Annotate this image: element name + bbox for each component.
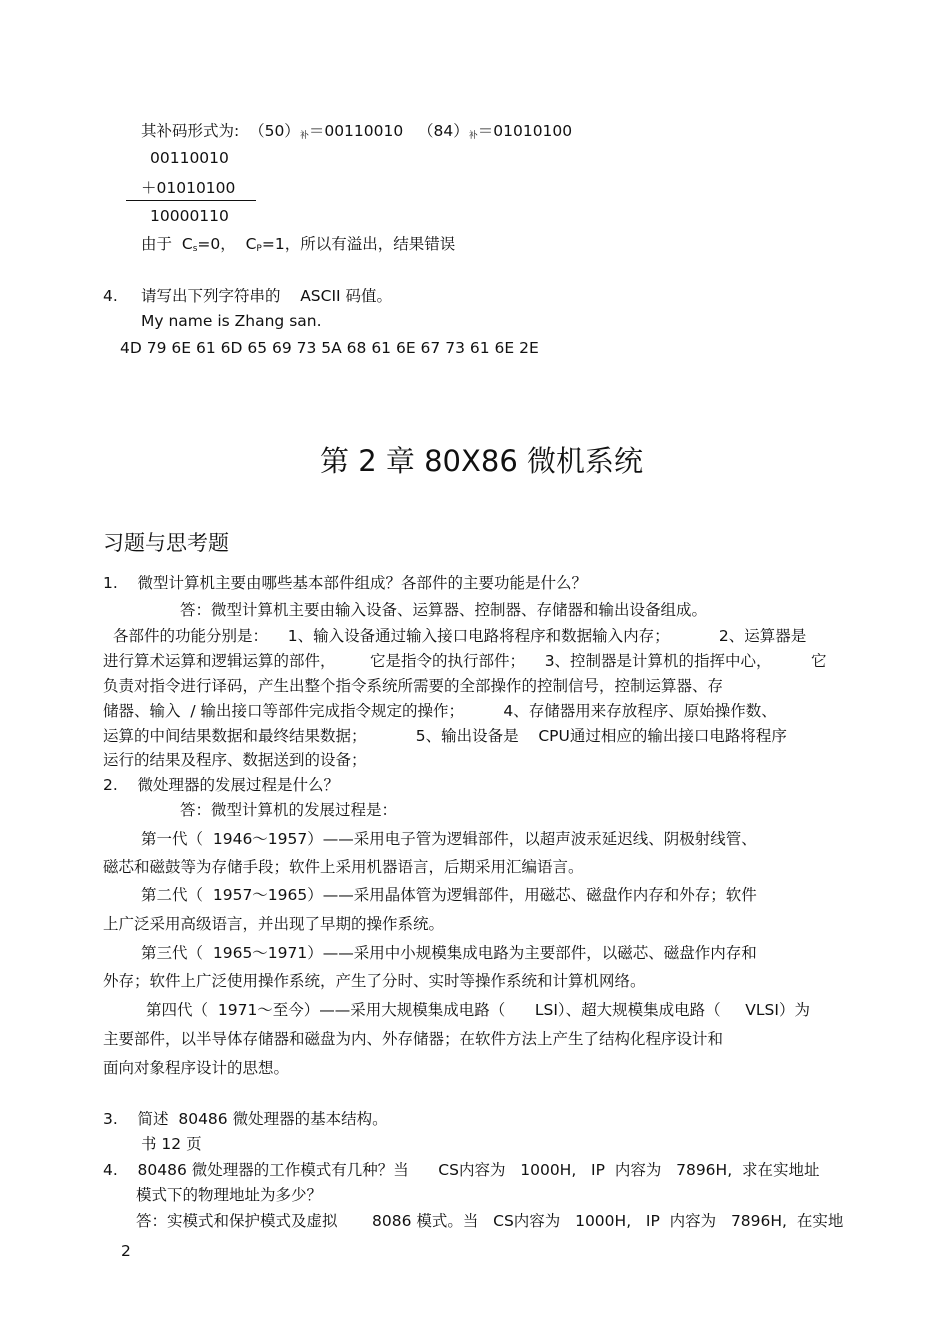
body-line: 模式下的物理地址为多少？	[136, 1186, 323, 1204]
sum-result: 10000110	[150, 207, 229, 225]
body-line: 第一代（ 1946～1957）——采用电子管为逻辑部件，以超声波汞延迟线、阴极射线管、	[141, 830, 757, 848]
body-line: 外存；软件上广泛使用操作系统，产生了分时、实时等操作系统和计算机网络。	[103, 972, 646, 990]
body-line: 答：微型计算机的发展过程是：	[180, 801, 398, 819]
chapter-title: 第 2 章 80X86 微机系统	[320, 444, 643, 478]
body-line: 储器、输入 / 输出接口等部件完成指令规定的操作； 4、存储器用来存放程序、原始操作数、	[103, 702, 777, 720]
body-line: 第四代（ 1971～至今）——采用大规模集成电路（ LSI）、超大规模集成电路（ VLSI）为	[146, 1001, 810, 1019]
body-line: 进行算术运算和逻辑运算的部件， 它是指令的执行部件； 3、控制器是计算机的指挥中心， 它	[103, 652, 827, 670]
body-line: 主要部件，以半导体存储器和磁盘为内、外存储器；在软件方法上产生了结构化程序设计和	[103, 1030, 724, 1048]
body-line: 书 12 页	[141, 1135, 202, 1153]
body-line: 各部件的功能分别是： 1、输入设备通过输入接口电路将程序和数据输入内存； 2、运算器是	[113, 627, 807, 645]
section-title: 习题与思考题	[103, 531, 229, 555]
body-line: 上广泛采用高级语言，并出现了早期的操作系统。	[103, 915, 445, 933]
body-line: 答：实模式和保护模式及虚拟 8086 模式。当 CS内容为 1000H, IP 内容为 7896H, 在实地	[136, 1212, 844, 1230]
body-line: 第三代（ 1965～1971）——采用中小规模集成电路为主要部件，以磁芯、磁盘作内存和	[141, 944, 757, 962]
body-line: 2. 微处理器的发展过程是什么？	[103, 776, 339, 794]
sum-rule	[126, 200, 256, 201]
body-line: 运算的中间结果数据和最终结果数据； 5、输出设备是 CPU通过相应的输出接口电路将程序	[103, 727, 787, 745]
body-line: 负责对指令进行译码，产生出整个指令系统所需要的全部操作的控制信号，控制运算器、存	[103, 677, 724, 695]
body-line: 运行的结果及程序、数据送到的设备；	[103, 751, 367, 769]
body-line: 1. 微型计算机主要由哪些基本部件组成？各部件的主要功能是什么？	[103, 574, 587, 592]
overflow-line: 由于 $C_s=0$， $C_P=1$，所以有溢出，结果错误	[141, 235, 456, 254]
q4-question: 请写出下列字符串的 ASCII 码值。	[141, 287, 393, 305]
body-line: 4. 80486 微处理器的工作模式有几种？当 CS内容为 1000H, IP 内容为 7896H, 求在实地址	[103, 1161, 820, 1179]
body-line: 答：微型计算机主要由输入设备、运算器、控制器、存储器和输出设备组成。	[180, 601, 708, 619]
body-line: 磁芯和磁鼓等为存储手段；软件上采用机器语言，后期采用汇编语言。	[103, 858, 584, 876]
body-line: 第二代（ 1957～1965）——采用晶体管为逻辑部件，用磁芯、磁盘作内存和外存；软件	[141, 886, 757, 904]
body-line: 3. 简述 80486 微处理器的基本结构。	[103, 1110, 388, 1128]
addend-a: 00110010	[150, 149, 229, 167]
body-line: 面向对象程序设计的思想。	[103, 1059, 290, 1077]
addend-b: ＋01010100	[141, 179, 236, 197]
complement-form-line: 其补码形式为: $(50)_补=00110010$ $(84)_补=01010100$	[141, 122, 573, 141]
q4-answer: 4D 79 6E 61 6D 65 69 73 5A 68 61 6E 67 73 61 6E 2E	[120, 339, 539, 357]
q4-string: My name is Zhang san.	[141, 312, 322, 330]
q4-number: 4.	[103, 287, 118, 305]
page-number: 2	[121, 1242, 131, 1260]
